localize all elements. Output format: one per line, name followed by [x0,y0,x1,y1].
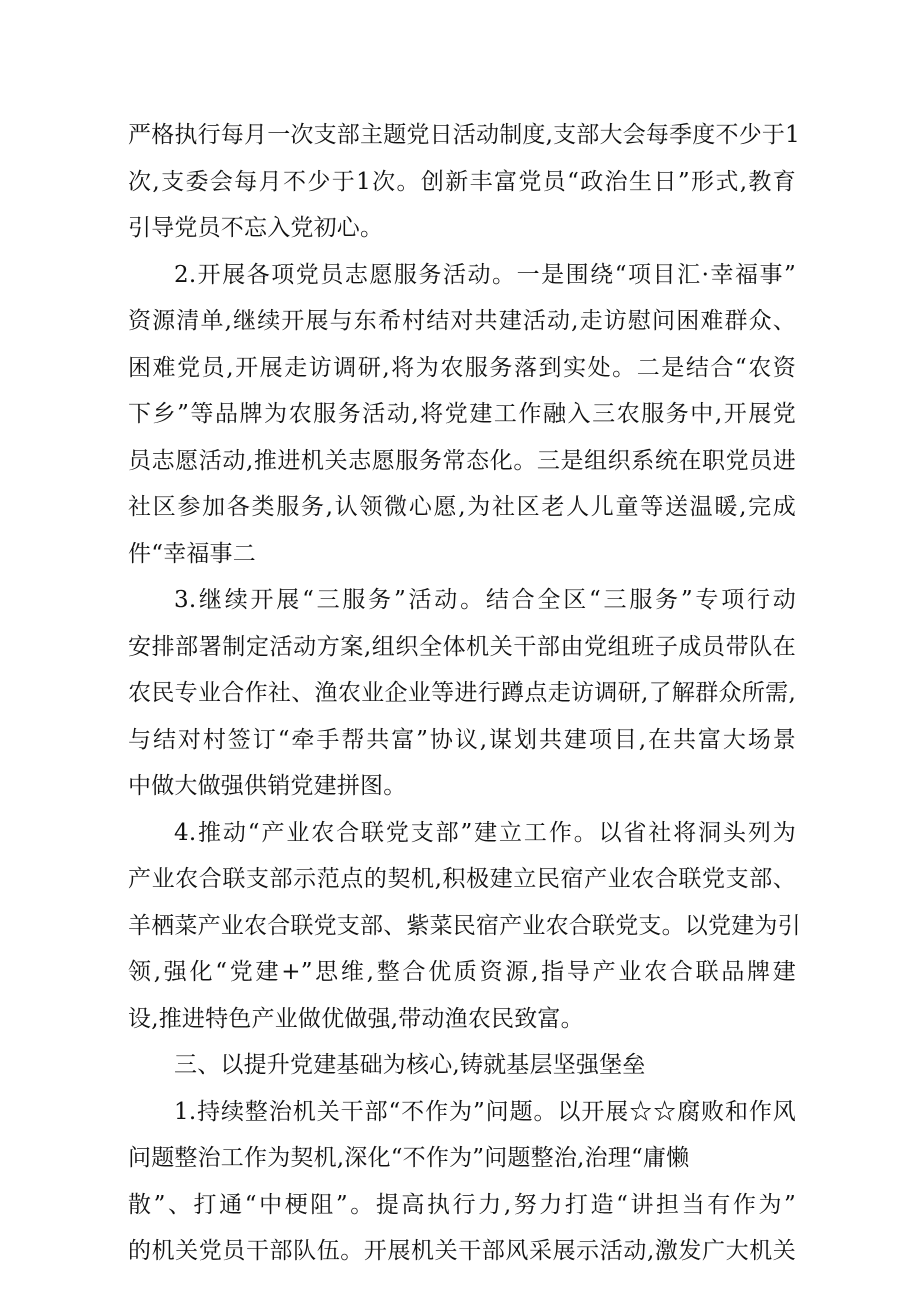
text-line-1: 严格执行每月一次支部主题党日活动制度,支部大会每季度不少于1 [128,122,800,148]
text-line-10: 件“幸福事二 [128,540,256,567]
text-line-23: 问题整治工作为契机,深化“不作为”问题整治,治理“庸懒 [128,1145,690,1171]
text-line-19: 领,强化“党建+”思维,整合优质资源,指导产业农合联品牌建 [128,959,796,985]
text-line-9: 社区参加各类服务,认领微心愿,为社区老人儿童等送温暖,完成 [128,494,796,520]
text-line-11: 3.继续开展“三服务”活动。结合全区“三服务”专项行动 [174,587,796,613]
text-line-18: 羊栖菜产业农合联党支部、紫菜民宿产业农合联党支。以党建为引 [128,912,801,939]
text-line-3: 引导党员不忘入党初心。 [128,215,384,241]
text-line-15: 中做大做强供销党建拼图。 [128,773,407,799]
text-line-17: 产业农合联支部示范点的契机,积极建立民宿产业农合联党支部、 [128,866,796,892]
text-line-24: 散”、打通“中梗阻”。提高执行力,努力打造“讲担当有作为” [128,1191,796,1218]
text-line-22: 1.持续整治机关干部“不作为”问题。以开展☆☆腐败和作风 [174,1098,796,1125]
text-line-14: 与结对村签订“牵手帮共富”协议,谋划共建项目,在共富大场景 [128,726,796,753]
section-heading: 三、以提升党建基础为核心,铸就基层坚强堡垒 [174,1052,646,1078]
text-line-20: 设,推进特色产业做优做强,带动渔农民致富。 [128,1005,584,1032]
text-line-4: 2.开展各项党员志愿服务活动。一是围绕“项目汇·幸福事” [174,261,796,288]
text-line-13: 农民专业合作社、渔农业企业等进行蹲点走访调研,了解群众所需, [128,680,796,706]
text-line-25: 的机关党员干部队伍。开展机关干部风采展示活动,激发广大机关 [128,1238,796,1264]
text-line-16: 4.推动“产业农合联党支部”建立工作。以省社将洞头列为 [174,819,796,846]
text-line-8: 员志愿活动,推进机关志愿服务常态化。三是组织系统在职党员进 [128,447,796,474]
text-line-6: 困难党员,开展走访调研,将为农服务落到实处。二是结合“农资 [128,354,796,381]
text-line-7: 下乡”等品牌为农服务活动,将党建工作融入三农服务中,开展党 [128,401,796,427]
text-line-2: 次,支委会每月不少于1次。创新丰富党员“政治生日”形式,教育 [128,168,796,195]
text-line-12: 安排部署制定活动方案,组织全体机关干部由党组班子成员带队在 [128,633,796,660]
text-line-5: 资源清单,继续开展与东希村结对共建活动,走访慰问困难群众、 [128,308,796,334]
